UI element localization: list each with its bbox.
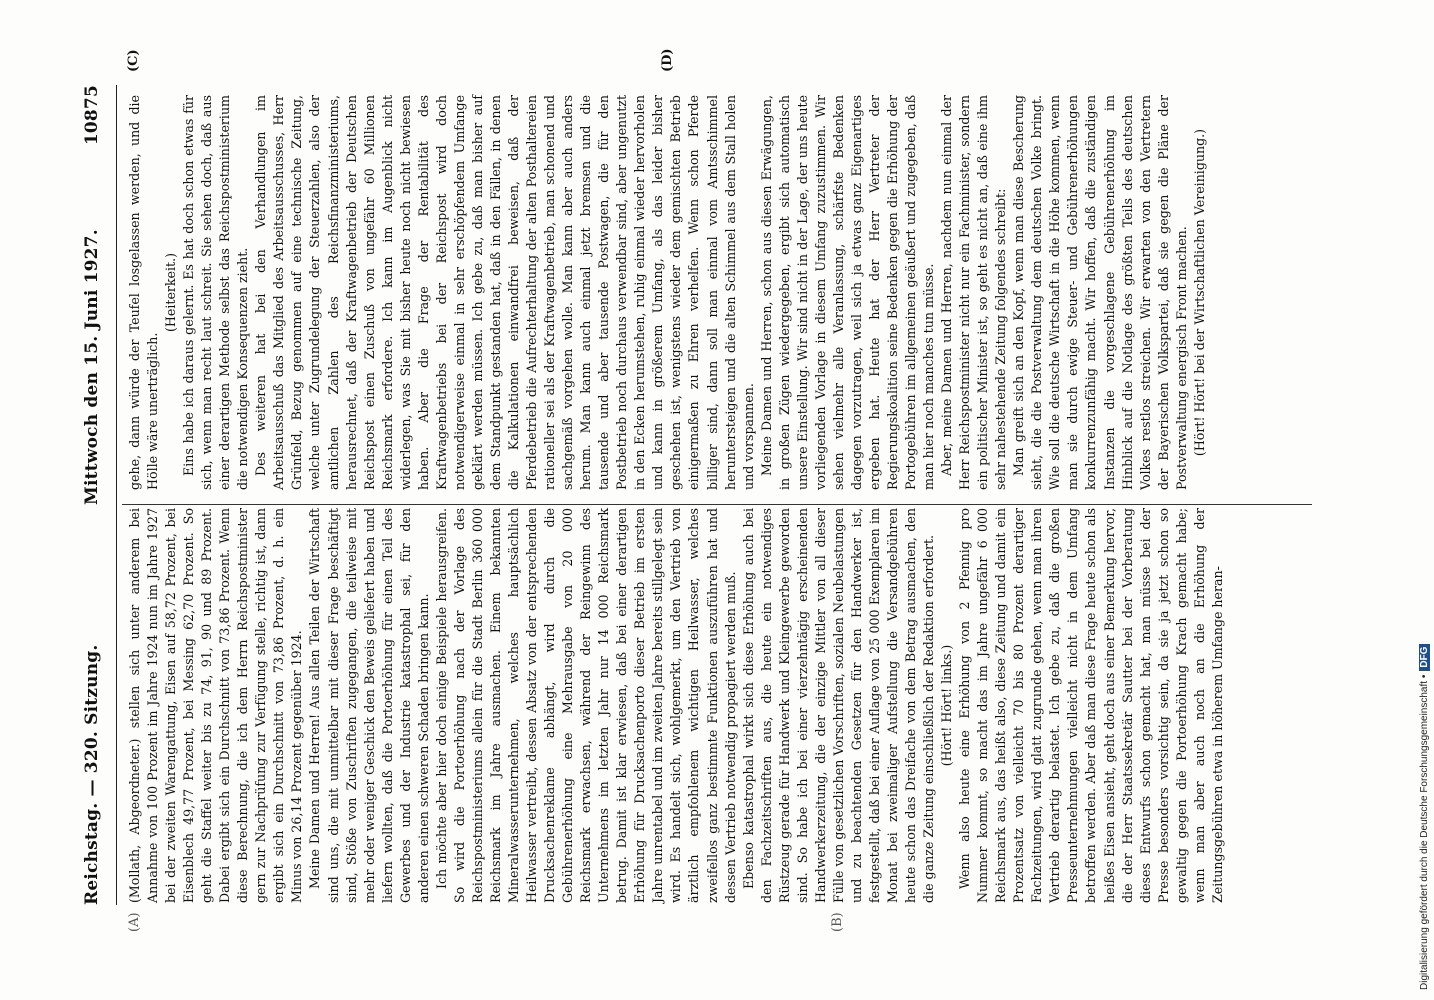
paragraph: gehe, dann würde der Teufel losgelassen werden, und die Hölle wäre unerträglich. <box>127 95 161 490</box>
margin-marker-b: (B) <box>830 912 845 932</box>
right-text-column <box>126 95 1209 490</box>
margin-marker-a: (A) <box>127 912 142 932</box>
header-rule <box>116 85 117 905</box>
interjection: (Hört! Hört! bei der Wirtschaftlichen Vereinigung.) <box>1191 128 1207 457</box>
paragraph: Wenn also heute eine Erhöhung von 2 Pfennig pro Nummer kommt, so macht das im Jahre ungefähr 6 000 Reichsmark aus, das heißt also, diese Zeitung und damit ein Prozentsatz von vielleicht 70 bis 80 Prozent derartiger Fachzeitungen, wird glatt zugrunde gehen, wenn man ihren Vertrieb derartig belastet. Ich gebe zu, daß die großen Presseunternehmungen vielleicht nicht in dem Umfang betroffen werden. Aber daß man diese Frage heute schon als heißes Eisen ansieht, geht doch aus einer Bemerkung hervor, die der Herr Staatssekretär Sautter bei der Vorberatung dieses Entwurfs schon gemacht hat, man müsse bei der Presse besonders vorsichtig sein, da sie ja jetzt schon so gewaltig gegen die Portoerhöhung Krach gemacht habe; wenn man aber auch noch an die Erhöhung der Zeitungsgebühren etwa in höherem Umfange heran- <box>957 508 1225 903</box>
quotation: Man greift sich an den Kopf, wenn man diese Bescherung sieht, die die Postverwaltung dem deutschen Volke bringt. Wie soll die deutsche Wirtschaft in die Höhe kommen, wenn man sie durch ewige Steuer- und Gebührenerhöhungen konkurrenzunfähig macht. Wir hoffen, daß die zuständigen Instanzen die vorgeschlagene Gebührenerhöhung im Hinblick auf die Notlage des größten Teils des deutschen Volkes restlos streichen. Wir erwarten von den Vertretern der Bayerischen Volkspartei, daß sie gegen die Pläne der Postverwaltung energisch Front machen. <box>1011 95 1189 490</box>
header-date: Mittwoch den 15. Juni 1927. <box>82 229 102 505</box>
left-text-column <box>126 508 1227 903</box>
paragraph: Des weiteren hat bei den Verhandlungen im Arbeitsausschuß das Mitglied des Arbeitsausschusses, Herr Grünfeld, Bezug genommen auf eine technische Zeitung, welche unter Zugrundelegung der Steuerzahlen, also der amtlichen Zahlen des Reichsfinanzministeriums, herausrechnet, daß der Kraftwagenbetrieb der Deutschen Reichspost einen Zuschuß von ungefähr 60 Millionen Reichsmark erfordere. Ich kann im Augenblick nicht widerlegen, was Sie mit bisher heute noch nicht bewiesen haben. Aber die Frage der Rentabilität des Kraftwagenbetriebs bei der Reichspost wird doch notwendigerweise einmal in sehr erschöpfendem Umfange geklärt werden müssen. Ich gebe zu, daß man bisher auf dem Standpunkt gestanden hat, daß in den Fällen, in denen die Kalkulationen einwandfrei beweisen, daß der Pferdebetrieb die Aufrechterhaltung der alten Posthaltereien rationeller sei als der Kraftwagenbetrieb, man schonend und sachgemäß vorgehen wolle. Man kann aber auch anders herum. Man kann auch einmal jetzt bremsen und die tausende und aber tausende Postwagen, die für den Postbetrieb noch durchaus verwendbar sind, aber ungenutzt in den Ecken herumstehen, ruhig einmal wieder hervorholen und kann in größerem Umfang, als das leider bisher geschehen ist, wenigstens wieder dem gemischten Betrieb einigermaßen zu Ehren verhelfen. Wenn schon Pferde billiger sind, dann soll man einmal vom Amtsschimmel heruntersteigen und die alten Schimmel aus dem Stall holen und vorspannen. <box>253 95 756 490</box>
paragraph: Aber, meine Damen und Herren, nachdem nun einmal der Herr Reichspostminister nicht nur ein Fachminister, sondern ein politischer Minister ist, so geht es nicht an, daß eine ihm sehr nahestehende Zeitung folgendes schreibt: <box>939 95 1009 490</box>
dfg-credit-text: Digitalisierung gefördert durch die Deutsche Forschungsgemeinschaft • <box>1419 674 1430 990</box>
margin-marker-c: (C) <box>126 49 141 72</box>
page-number: 10875 <box>82 85 102 146</box>
column-separator <box>122 504 1312 505</box>
margin-marker-d: (D) <box>660 48 675 72</box>
paragraph: Eins habe ich daraus gelernt. Es hat doch schon etwas für sich, wenn man recht laut schreit. Sie sehen doch, daß aus einer derartigen Methode selbst das Reichspostministerium die notwendigen Konsequenzen zieht. <box>181 95 251 490</box>
dfg-credit <box>1419 10 1433 990</box>
interjection: (Heiterkeit.) <box>163 253 179 332</box>
header-session: Reichstag. — 320. Sitzung. <box>82 644 102 905</box>
paragraph: Meine Damen und Herren, schon aus diesen Erwägungen, in großen Zügen wiedergegeben, ergibt sich automatisch unsere Einstellung. Wir sind nicht in der Lage, der uns heute vorliegenden Vorlage in diesem Umfang zuzustimmen. Wir sehen vielmehr alle Veranlassung, schärfste Bedenken dagegen vorzutragen, weil sich ja etwas ganz Eigenartiges ergeben hat. Heute hat der Herr Vertreter der Regierungskoalition seine Bedenken gegen die Erhöhung der Portogebühren im allgemeinen geäußert und zugegeben, daß man hier noch manches tun müsse. <box>758 95 937 490</box>
paragraph: (Mollath, Abgeordneter.) stellen sich unter anderem bei Annahme von 100 Prozent im Jahre 1924 nun im Jahre 1927 bei der zweiten Warengattung, Eisen auf 58,72 Prozent, bei Eisenblech 49,77 Prozent, bei Messing 62,70 Prozent. So geht die Staffel weiter bis zu 74, 91, 90 und 89 Prozent. Dabei ergibt sich ein Durchschnitt von 73,86 Prozent. Wenn diese Berechnung, die ich dem Herrn Reichspostminister gern zur Nachprüfung zur Verfügung stelle, richtig ist, dann ergibt sich ein Durchschnitt von 73,86 Prozent, d. h. ein Minus von 26,14 Prozent gegenüber 1924. <box>127 508 305 903</box>
page-header <box>82 85 110 905</box>
interjection: (Hört! Hört! links.) <box>939 644 955 767</box>
paragraph: Ebenso katastrophal wirkt sich diese Erhöhung auch bei den Fachzeitschriften aus, die heute ein notwendiges Rüstzeug gerade für Handwerk und Kleingewerbe geworden sind. So habe ich bei einer vierzehntägig erscheinenden Handwerkerzeitung, die der einzige Mittler von all dieser Fülle von gesetzlichen Vorschriften, sozialen Neubelastungen und zu beachtenden Gesetzen für den Handwerker ist, festgestellt, daß bei einer Auflage von 25 000 Exemplaren im Monat bei zweimaliger Aufstellung die Versandgebühren heute schon das Dreifache von dem Betrag ausmachen, den die ganze Zeitung einschließlich der Redaktion erfordert. <box>740 508 937 903</box>
paragraph: Ich möchte aber hier doch einige Beispiele herausgreifen. So wird die Portoerhöhung nach der Vorlage des Reichspostministeriums allein für die Stadt Berlin 360 000 Reichsmark im Jahre ausmachen. Einem bekannten Mineralwasserunternehmen, welches hauptsächlich Heilwasser vertreibt, dessen Absatz von der entsprechenden Drucksachenreklame abhängt, wird durch die Gebührenerhöhung eine Mehrausgabe von 20 000 Reichsmark erwachsen, während der Reingewinn des Unternehmens im letzten Jahr nur 14 000 Reichsmark betrug. Damit ist klar erwiesen, daß bei einer derartigen Erhöhung für Drucksachenporto dieser Betrieb im ersten Jahre unrentabel und im zweiten Jahre bereits stillgelegt sein wird. Es handelt sich, wohlgemerkt, um den Vertrieb von ärztlich empfohlenem wichtigen Heilwasser, welches zweifellos ganz bestimmte Funktionen auszuführen hat und dessen Vertrieb notwendig propagiert werden muß. <box>433 508 738 903</box>
dfg-logo: DFG <box>1419 644 1430 671</box>
dfg-sidebar <box>1418 0 1434 1000</box>
paragraph: Meine Damen und Herren! Aus allen Teilen der Wirtschaft sind uns, die mit unmittelbar mit dieser Frage beschäftigt sind, Stöße von Zuschriften zugegangen, die teilweise mit mehr oder weniger Geschick den Beweis geliefert haben und liefern wollten, daß die Portoerhöhung für einen Teil des Gewerbes und der Industrie katastrophal sei, für den anderen einen schweren Schaden bringen kann. <box>307 508 431 903</box>
